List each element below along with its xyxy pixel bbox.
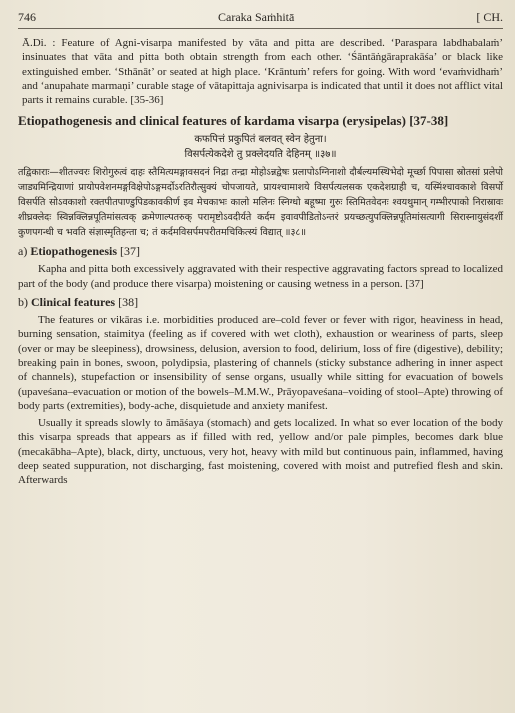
- page-header: [18, 10, 503, 29]
- sanskrit-verse: [18, 132, 503, 162]
- etiopathogenesis-title: Etiopathogenesis: [30, 244, 118, 259]
- clinical-paragraph-2: Usually it spreads slowly to āmāśaya (stomach) and gets localized. In what so ever location of the body this visarpa spreads that appears as if filled with red, yellow and/or pale pimples, becomes dark blue (mecakābha–Apte), black, dirty, unctuous, very hot, heavy with mild but continuous pain, inflammed, having deep seated suppuration, not discharging, fast moistening, covered with moist and putrefied flesh and skin. Afterwards: [18, 417, 503, 487]
- chapter-marker: [ CH.: [476, 10, 503, 24]
- clinical-paragraph-1: The features or vikāras i.e. morbidities produced are–cold fever or fever with rigor, heaviness in head, burning sensation, staimitya (feeling as if covered with wet cloth), exhaustion or weariness of parts, sleep (over or may be sleepiness), drowsiness, delusion, aversion to food, delirium, loss of fire (digestive), debility; breaking pain in bones, swoon, polydipsia, plastering of channels (sticky substance adhering in inner aspect of channels), stupefaction or insensibility of sense organs, usually while sitting for evacuation of bowels (upaveśana–evacuation or motion of the bowels–M.M.W., Prāyopaveśana–voiding of stool–Apte) throwing of body parts (extremities), body-ache, disquietude and anxiety manifest.: [18, 314, 503, 412]
- etiopathogenesis-paragraph: Kapha and pitta both excessively aggravated with their respective aggravating factors spread to localized part of the body (and produce there visarpa) moistening or causing wetness in a person. [37]: [18, 263, 503, 290]
- etiopathogenesis-ref: [37]: [120, 244, 141, 259]
- clinical-heading: [18, 295, 503, 310]
- etiopathogenesis-prefix: a): [18, 244, 28, 259]
- verse-line-1: कफपित्तं प्रकुपितं बलवत् स्वेन हेतुना।: [194, 134, 327, 146]
- sanskrit-prose: तद्विकाराः—शीतज्वरः शिरोगुरुत्वं दाहः स्तैमित्यमङ्गावसदनं निद्रा तन्द्रा मोहोऽन्नद्वेषः प्रलापोऽग्निनाशो दौर्बल्यमस्थिभेदो मूर्च्छा पिपासा स्रोतसां प्रलेपो जाड्यमिन्द्रियाणां प्रायोपवेशनमङ्गविक्षेपोऽङ्गमर्दोऽरतिरौत्सुक्यं चोपजायते, प्रायश्चामाशये विसर्पत्यलसक एकदेशग्राही च, यस्मिंश्चावकाशे विसर्पो विसर्पति सोऽवकाशो रक्तपीतपाण्डुपिडकावकीर्ण इव मेचकाभः कालो मलिनः स्निग्धो बहूष्मा गुरुः स्तिमितवेदनः श्वयथुमान् गम्भीरपाको निरास्रावः शीघ्रक्लेदः स्विन्नक्लिन्नपूतिमांसत्वक् क्रमेणाल्पतरुक् परामृष्टोऽवदीर्यते कर्दम इवावपीडितोऽन्तरं प्रयच्छत्युपक्लिन्नपूतिमांसत्यागी सिरास्नायुसंदर्शी कुणपगन्धी च भवति संज्ञास्मृतिहन्ता च; तं कर्दमविसर्पमपरीतमचिकित्स्यं विद्यात् ॥३८॥: [18, 167, 503, 239]
- clinical-prefix: b): [18, 295, 28, 310]
- verse-line-2: विसर्पत्येकदेशे तु प्रक्लेदयति देहिनम् ॥३७॥: [184, 149, 337, 161]
- clinical-title: Clinical features: [31, 295, 116, 310]
- clinical-ref: [38]: [118, 295, 139, 310]
- page-number: 746: [18, 10, 36, 24]
- running-title: Caraka Saṁhitā: [218, 10, 295, 24]
- section-heading: Etiopathogenesis and clinical features of kardama visarpa (erysipelas) [37-38]: [18, 113, 449, 129]
- etiopathogenesis-heading: [18, 244, 503, 259]
- commentary-paragraph: Ā.Di. : Feature of Agni-visarpa manifested by vāta and pitta are described. ‘Paraspara labdhabalaṁ’ insinuates that vāta and pitta both obtain strength from each other. ‘Śāntāṅgāraprakāśa’ or black like extinguished ember. ‘Sthānāt’ or seated at high place. ‘Krāntuṁ’ refers for going. With word ‘evaṁvidhaṁ’ and ‘anupahate marmaṇi’ curable stage of vātapittaja agnivisarpa is indicated that until it does not afflict vital parts it remains curable. [35-36]: [22, 37, 503, 107]
